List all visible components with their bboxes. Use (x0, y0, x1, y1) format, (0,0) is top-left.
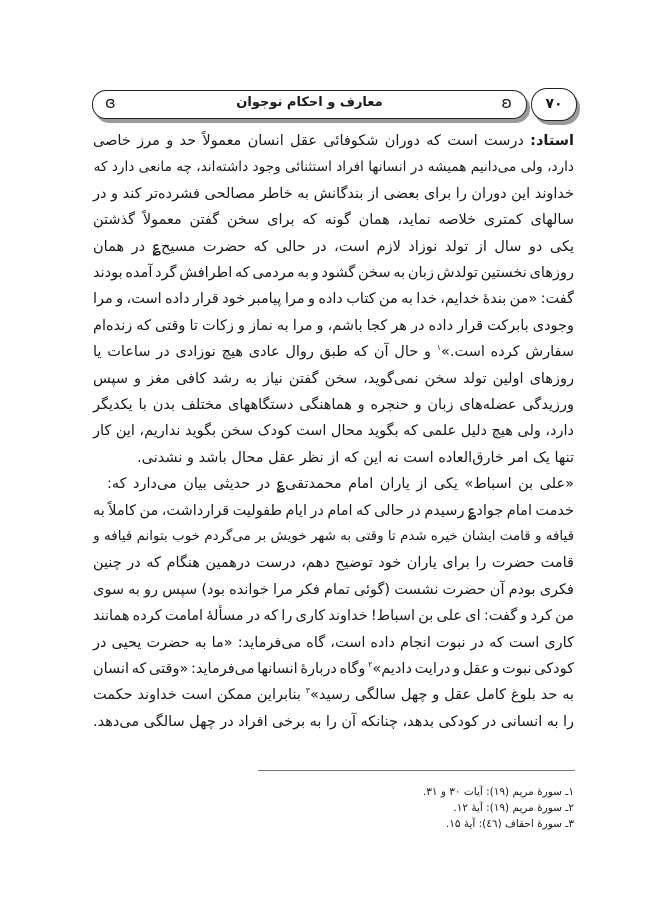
line-text: روزهای نخستین تولدش زبان به سخن گشود و به مردمی که اطرافش گرد آمده بودند (93, 265, 574, 281)
body-line (93, 501, 574, 521)
line-text: کودکی نبوت و عقل و درایت دادیم» (372, 661, 574, 677)
book-title: معارف و احکام نوجوان (236, 95, 383, 110)
body-line (93, 606, 574, 626)
line-text: خداوند این دوران را برای بعضی از بندگانش به خاطر مصالحی فشرده‌تر کند و در (93, 185, 574, 202)
body-line (93, 131, 574, 151)
footnote-2: ۲ـ سورهٔ مریم (۱۹): آیهٔ ۱۲. (453, 802, 574, 814)
body-line (93, 157, 574, 177)
body-line (93, 369, 574, 389)
line-text: من کرد و گفت: ای علی بن اسباط! خداوند کاری را که در مسألهٔ امامت کرده همانند (93, 608, 574, 625)
body-line (93, 580, 574, 600)
ornament-flourish-left-icon: ɞ (105, 93, 116, 112)
page-number: ۷۰ (531, 88, 577, 121)
line-text: دارد، ولی می‌دانیم همیشه در انسانها افراد استثنائی وجود داشته‌اند، چه مانعی دارد که (93, 159, 574, 176)
line-text: قیافه و قامت ایشان خیره شدم تا وقتی به شهر خویش بر می‌گردم خوب بتوانم قیافه و (93, 529, 574, 544)
speaker-label: استاد: (530, 133, 574, 149)
body-line (93, 395, 574, 415)
body-line (93, 527, 574, 547)
body-line (93, 448, 574, 468)
footnote-ref[interactable]: ۱ (436, 343, 442, 353)
line-text: خدمت امام جواد؏ رسیدم در حالی که امام در ایام طفولیت قرارداشت، من کاملاً به (93, 502, 574, 519)
line-text: و حال آن که طبق روال عادی هیچ نوزادی در ساعات یا (93, 344, 437, 361)
line-text: «علی بن اسباط» یکی از یاران امام محمدتقی؏ در حدیثی بیان می‌دارد که: (107, 476, 574, 493)
line-text: درست است که دوران شکوفائی عقل انسان معمولاً حد و مرز خاصی (93, 133, 531, 149)
line-text: یکی دو سال از تولد نوزاد لازم است، در حالی که حضرت مسیح؏ در همان (93, 238, 574, 255)
line-text: دارد، ولی هیچ دلیل علمی که بگوید محال است کودک سخن بگوید نداریم، این کار (93, 423, 574, 440)
line-text: را به انسانی در کودکی بدهد، چنانکه آن را به برخی افراد در چهل سالگی می‌دهد. (93, 713, 574, 730)
line-text: تنها یک امر خارق‌العاده است نه این که از نظر عقل محال باشد و نشدنی. (137, 449, 574, 466)
line-text: قامت حضرت را برای یاران خود توضیح دهم، درست درهمین هنگام که در چنین (93, 555, 574, 572)
line-text: وجودی بابرکت قرار داده در هر کجا باشم، و مرا به نماز و زکات تا وقتی که زنده‌ام (93, 317, 574, 334)
line-text: ورزیدگی عضله‌های زبان و حنجره و هماهنگی دستگاههای مختلف بدن با یکدیگر (93, 397, 574, 413)
body-line (93, 263, 574, 283)
line-text: کاری است که در نبوت انجام داده است، گاه می‌فرماید: «ما به حضرت یحیی در (93, 634, 574, 651)
line-text: بنابراین ممکن است خداوند حکمت (93, 687, 306, 704)
body-line (93, 659, 574, 679)
body-line (93, 184, 574, 204)
footnote-ref[interactable]: ۳ (305, 686, 311, 696)
footnote-3: ۳ـ سورهٔ احقاف (٤٦): آیهٔ ۱۵. (445, 818, 574, 830)
line-text: به حد بلوغ کامل عقل و چهل سالگی رسید» (310, 687, 574, 704)
footnote-ref[interactable]: ۲ (368, 660, 373, 670)
line-text: سفارش کرده است.» (441, 344, 574, 361)
body-line (93, 316, 574, 336)
body-line (93, 210, 574, 230)
body-line (93, 712, 574, 732)
body-line (93, 633, 574, 653)
body-line (93, 237, 574, 257)
line-text: روزهای اولین تولد سخن نمی‌گوید، سخن گفتن نیاز به رشد کافی مغز و سپس (93, 370, 574, 387)
body-line (93, 685, 574, 705)
body-line (93, 289, 574, 309)
body-line (93, 342, 574, 362)
body-line (93, 553, 574, 573)
line-text: فکری بودم آن حضرت نشست (گوئی تمام فکر مرا خوانده بود) سپس رو به سوی (93, 581, 574, 598)
line-text: گفت: «من بندهٔ خدایم، خدا به من کتاب داده و مرا پیامبر خود قرار داده است، و مرا (93, 291, 574, 308)
line-text: وگاه دربارهٔ انسانها می‌فرماید: «وقتی که انسان (92, 661, 369, 677)
body-line (107, 474, 574, 494)
footnote-1: ۱ـ سورهٔ مریم (۱۹): آیات ۳۰ و ۳۱. (422, 786, 574, 798)
line-text: سالهای کمتری خلاصه نماید، همان گونه که برای سخن گفتن معمولاً گذشتن (93, 212, 574, 229)
body-line (93, 421, 574, 441)
footnote-divider (258, 770, 575, 771)
running-header (92, 90, 527, 119)
ornament-flourish-right-icon: ʚ (501, 93, 512, 112)
